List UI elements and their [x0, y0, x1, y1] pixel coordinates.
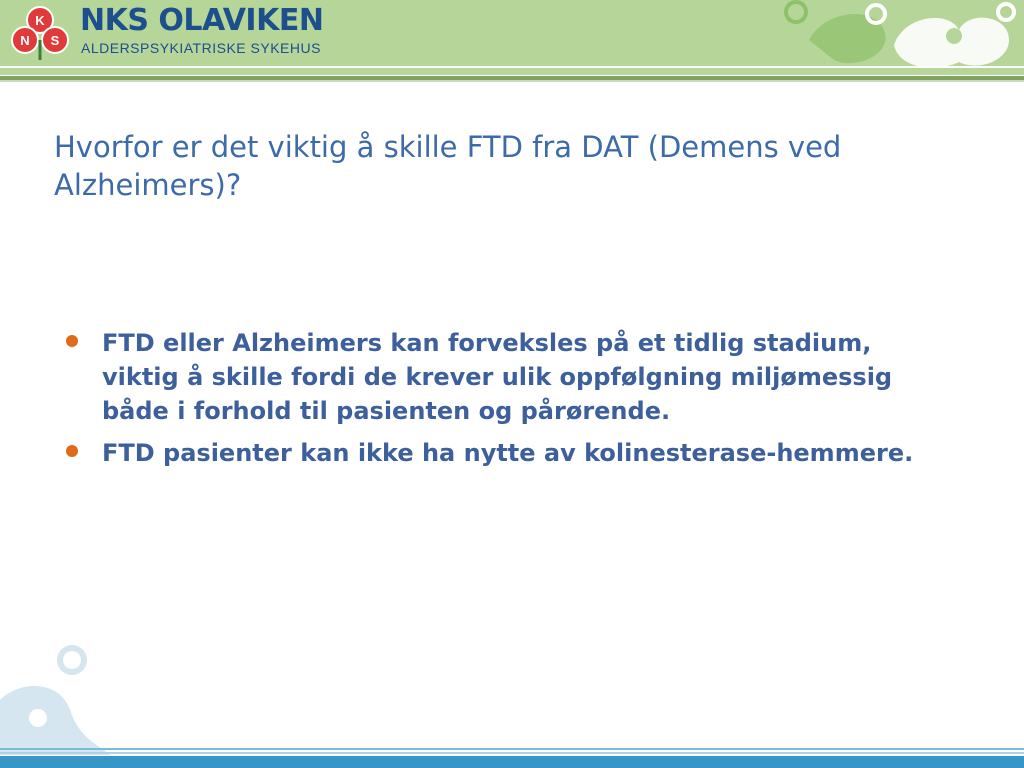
org-name: NKS OLAVIKEN [80, 3, 324, 38]
logo-letter-right: S [50, 33, 60, 48]
footer-divider [0, 748, 1024, 750]
bullet-text: FTD pasienter kan ikke ha nytte av kolinesterase-hemmere. [102, 439, 914, 467]
corner-decoration-icon [0, 640, 120, 755]
bullet-text: FTD eller Alzheimers kan forveksles på et tidlig stadium, viktig å skille fordi de krever ulik oppfølgning miljømessig både i forhold til pasienten og pårørende. [102, 329, 893, 425]
logo-letter-top: K [35, 13, 45, 28]
list-item [66, 436, 956, 470]
header-decoration-icon [764, 0, 1024, 72]
header-banner [0, 0, 1024, 72]
header-divider [0, 72, 1024, 75]
logo-letter-left: N [20, 33, 30, 48]
bullet-dot-icon [66, 335, 78, 347]
bullet-list [66, 326, 956, 478]
bullet-dot-icon [66, 445, 78, 457]
nks-logo-icon [10, 4, 70, 64]
footer-divider [0, 752, 1024, 754]
org-subtitle: ALDERSPSYKIATRISKE SYKEHUS [81, 40, 321, 56]
footer-bar [0, 756, 1024, 768]
list-item [66, 326, 956, 428]
header-divider [0, 80, 1024, 82]
header-divider [0, 66, 1024, 68]
slide-title: Hvorfor er det viktig å skille FTD fra DAT (Demens ved Alzheimers)? [54, 130, 842, 202]
